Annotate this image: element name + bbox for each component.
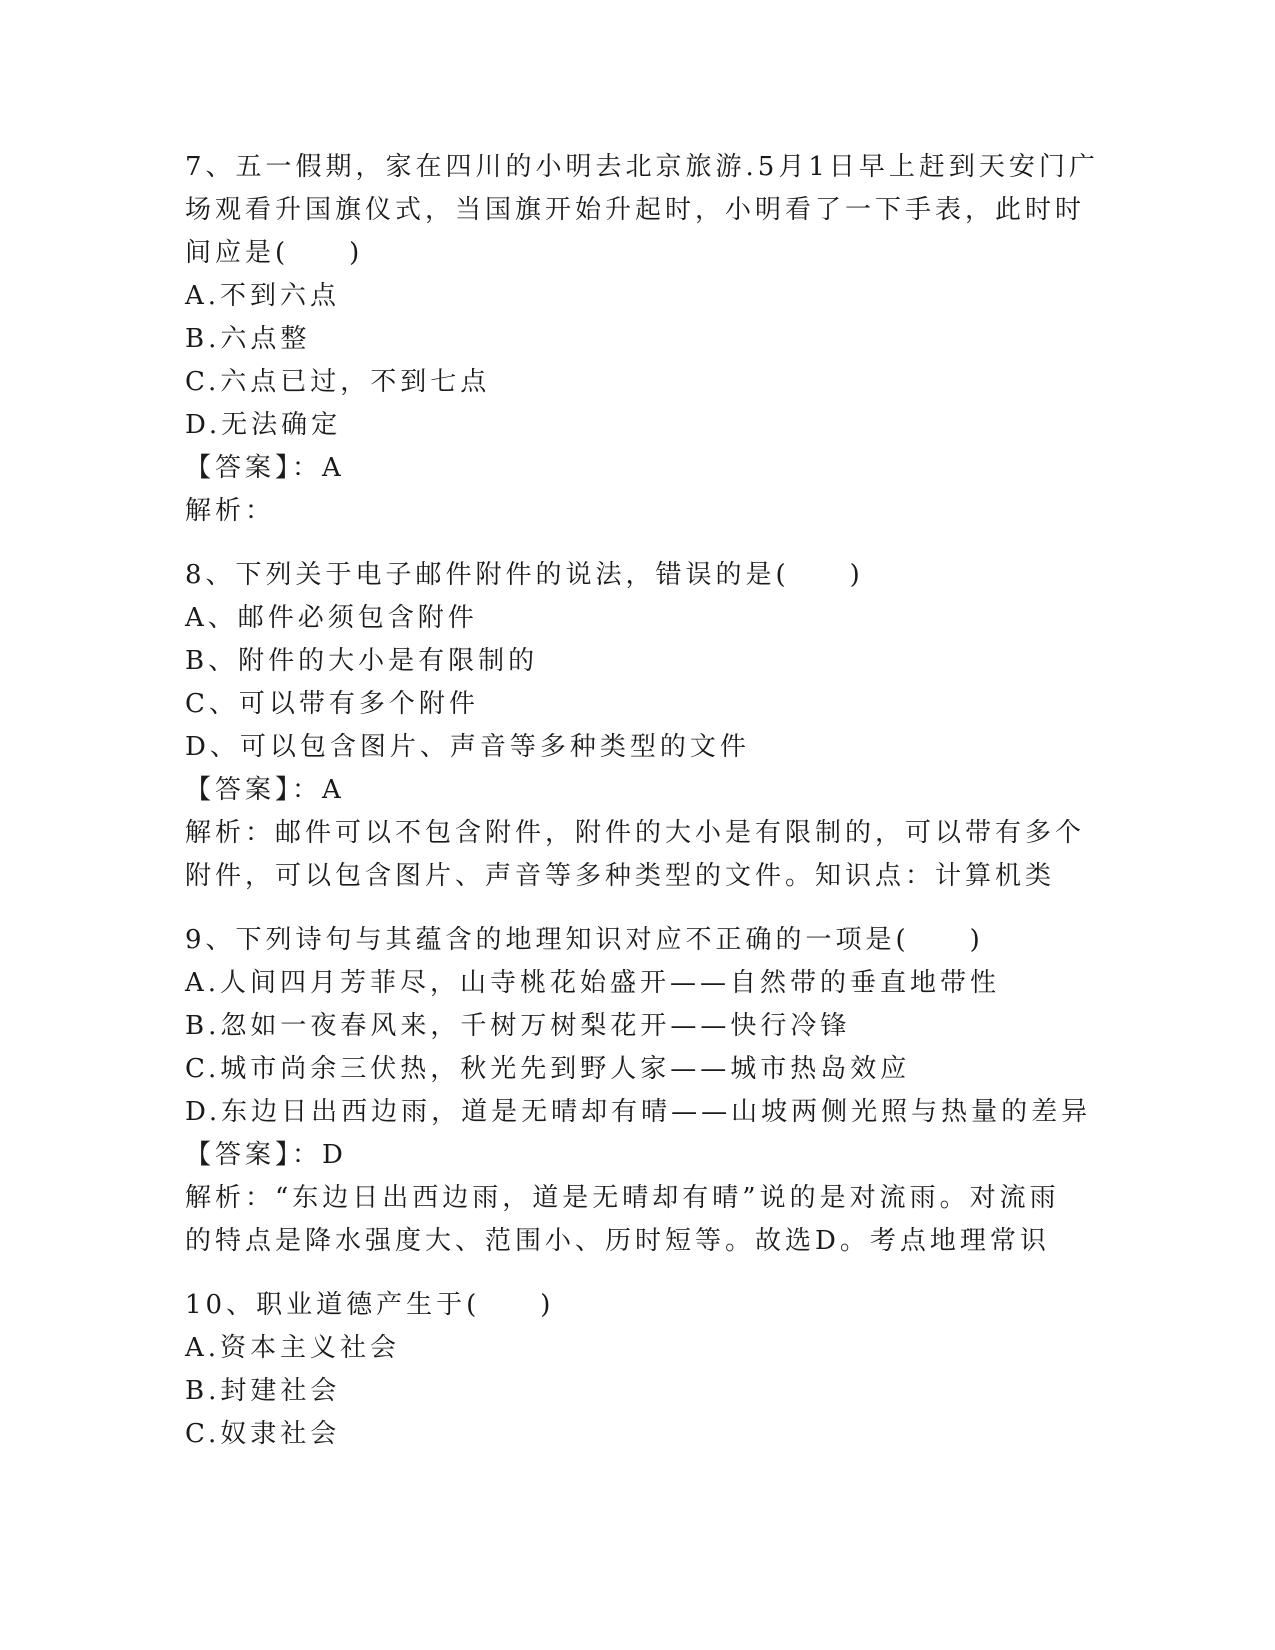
answer-line: 【答案】：D (185, 1140, 347, 1170)
answer-line: 【答案】：A (185, 453, 345, 483)
option-a: A.不到六点 (185, 281, 341, 311)
question-stem-line: 9、下列诗句与其蕴含的地理知识对应不正确的一项是( ) (185, 925, 984, 955)
option-b: B、附件的大小是有限制的 (185, 646, 539, 676)
option-c: C.城市尚余三伏热，秋光先到野人家——城市热岛效应 (185, 1054, 911, 1084)
option-c: C.六点已过，不到七点 (185, 367, 491, 397)
analysis-line: 解析：“东边日出西边雨，道是无晴却有晴”说的是对流雨。对流雨 (185, 1183, 1060, 1213)
analysis-line: 的特点是降水强度大、范围小、历时短等。故选D。考点地理常识 (185, 1226, 1050, 1256)
question-stem-line: 8、下列关于电子邮件附件的说法，错误的是( ) (185, 560, 864, 590)
option-a: A.资本主义社会 (185, 1333, 401, 1363)
block-spacer (185, 533, 1085, 554)
option-b: B.六点整 (185, 324, 311, 354)
analysis-line: 解析：邮件可以不包含附件，附件的大小是有限制的，可以带有多个 (185, 818, 1086, 848)
answer-line: 【答案】：A (185, 775, 345, 805)
analysis-line: 附件，可以包含图片、声音等多种类型的文件。知识点：计算机类 (185, 861, 1056, 891)
question-stem-line: 7、五一假期，家在四川的小明去北京旅游.5月1日早上赶到天安门广 (185, 152, 1099, 182)
option-c: C、可以带有多个附件 (185, 689, 479, 719)
question-9 (185, 919, 1092, 1263)
option-b: B.封建社会 (185, 1376, 341, 1406)
option-a: A.人间四月芳菲尽，山寺桃花始盛开——自然带的垂直地带性 (185, 968, 1001, 998)
question-8 (185, 554, 1085, 898)
option-d: D、可以包含图片、声音等多种类型的文件 (185, 732, 750, 762)
block-spacer (185, 1263, 1085, 1284)
option-a: A、邮件必须包含附件 (185, 603, 478, 633)
option-d: D.无法确定 (185, 410, 342, 440)
question-stem-line: 间应是( ) (185, 238, 364, 268)
question-7 (185, 146, 1099, 533)
question-10 (185, 1284, 1085, 1456)
block-spacer (185, 898, 1085, 919)
option-c: C.奴隶社会 (185, 1419, 341, 1449)
document-page (185, 146, 1099, 1456)
option-d: D.东边日出西边雨，道是无晴却有晴——山坡两侧光照与热量的差异 (185, 1097, 1092, 1127)
question-stem-line: 场观看升国旗仪式，当国旗开始升起时，小明看了一下手表，此时时 (185, 195, 1086, 225)
question-stem-line: 10、职业道德产生于( ) (185, 1290, 555, 1320)
option-b: B.忽如一夜春风来，千树万树梨花开——快行冷锋 (185, 1011, 851, 1041)
analysis-line: 解析： (185, 496, 276, 526)
